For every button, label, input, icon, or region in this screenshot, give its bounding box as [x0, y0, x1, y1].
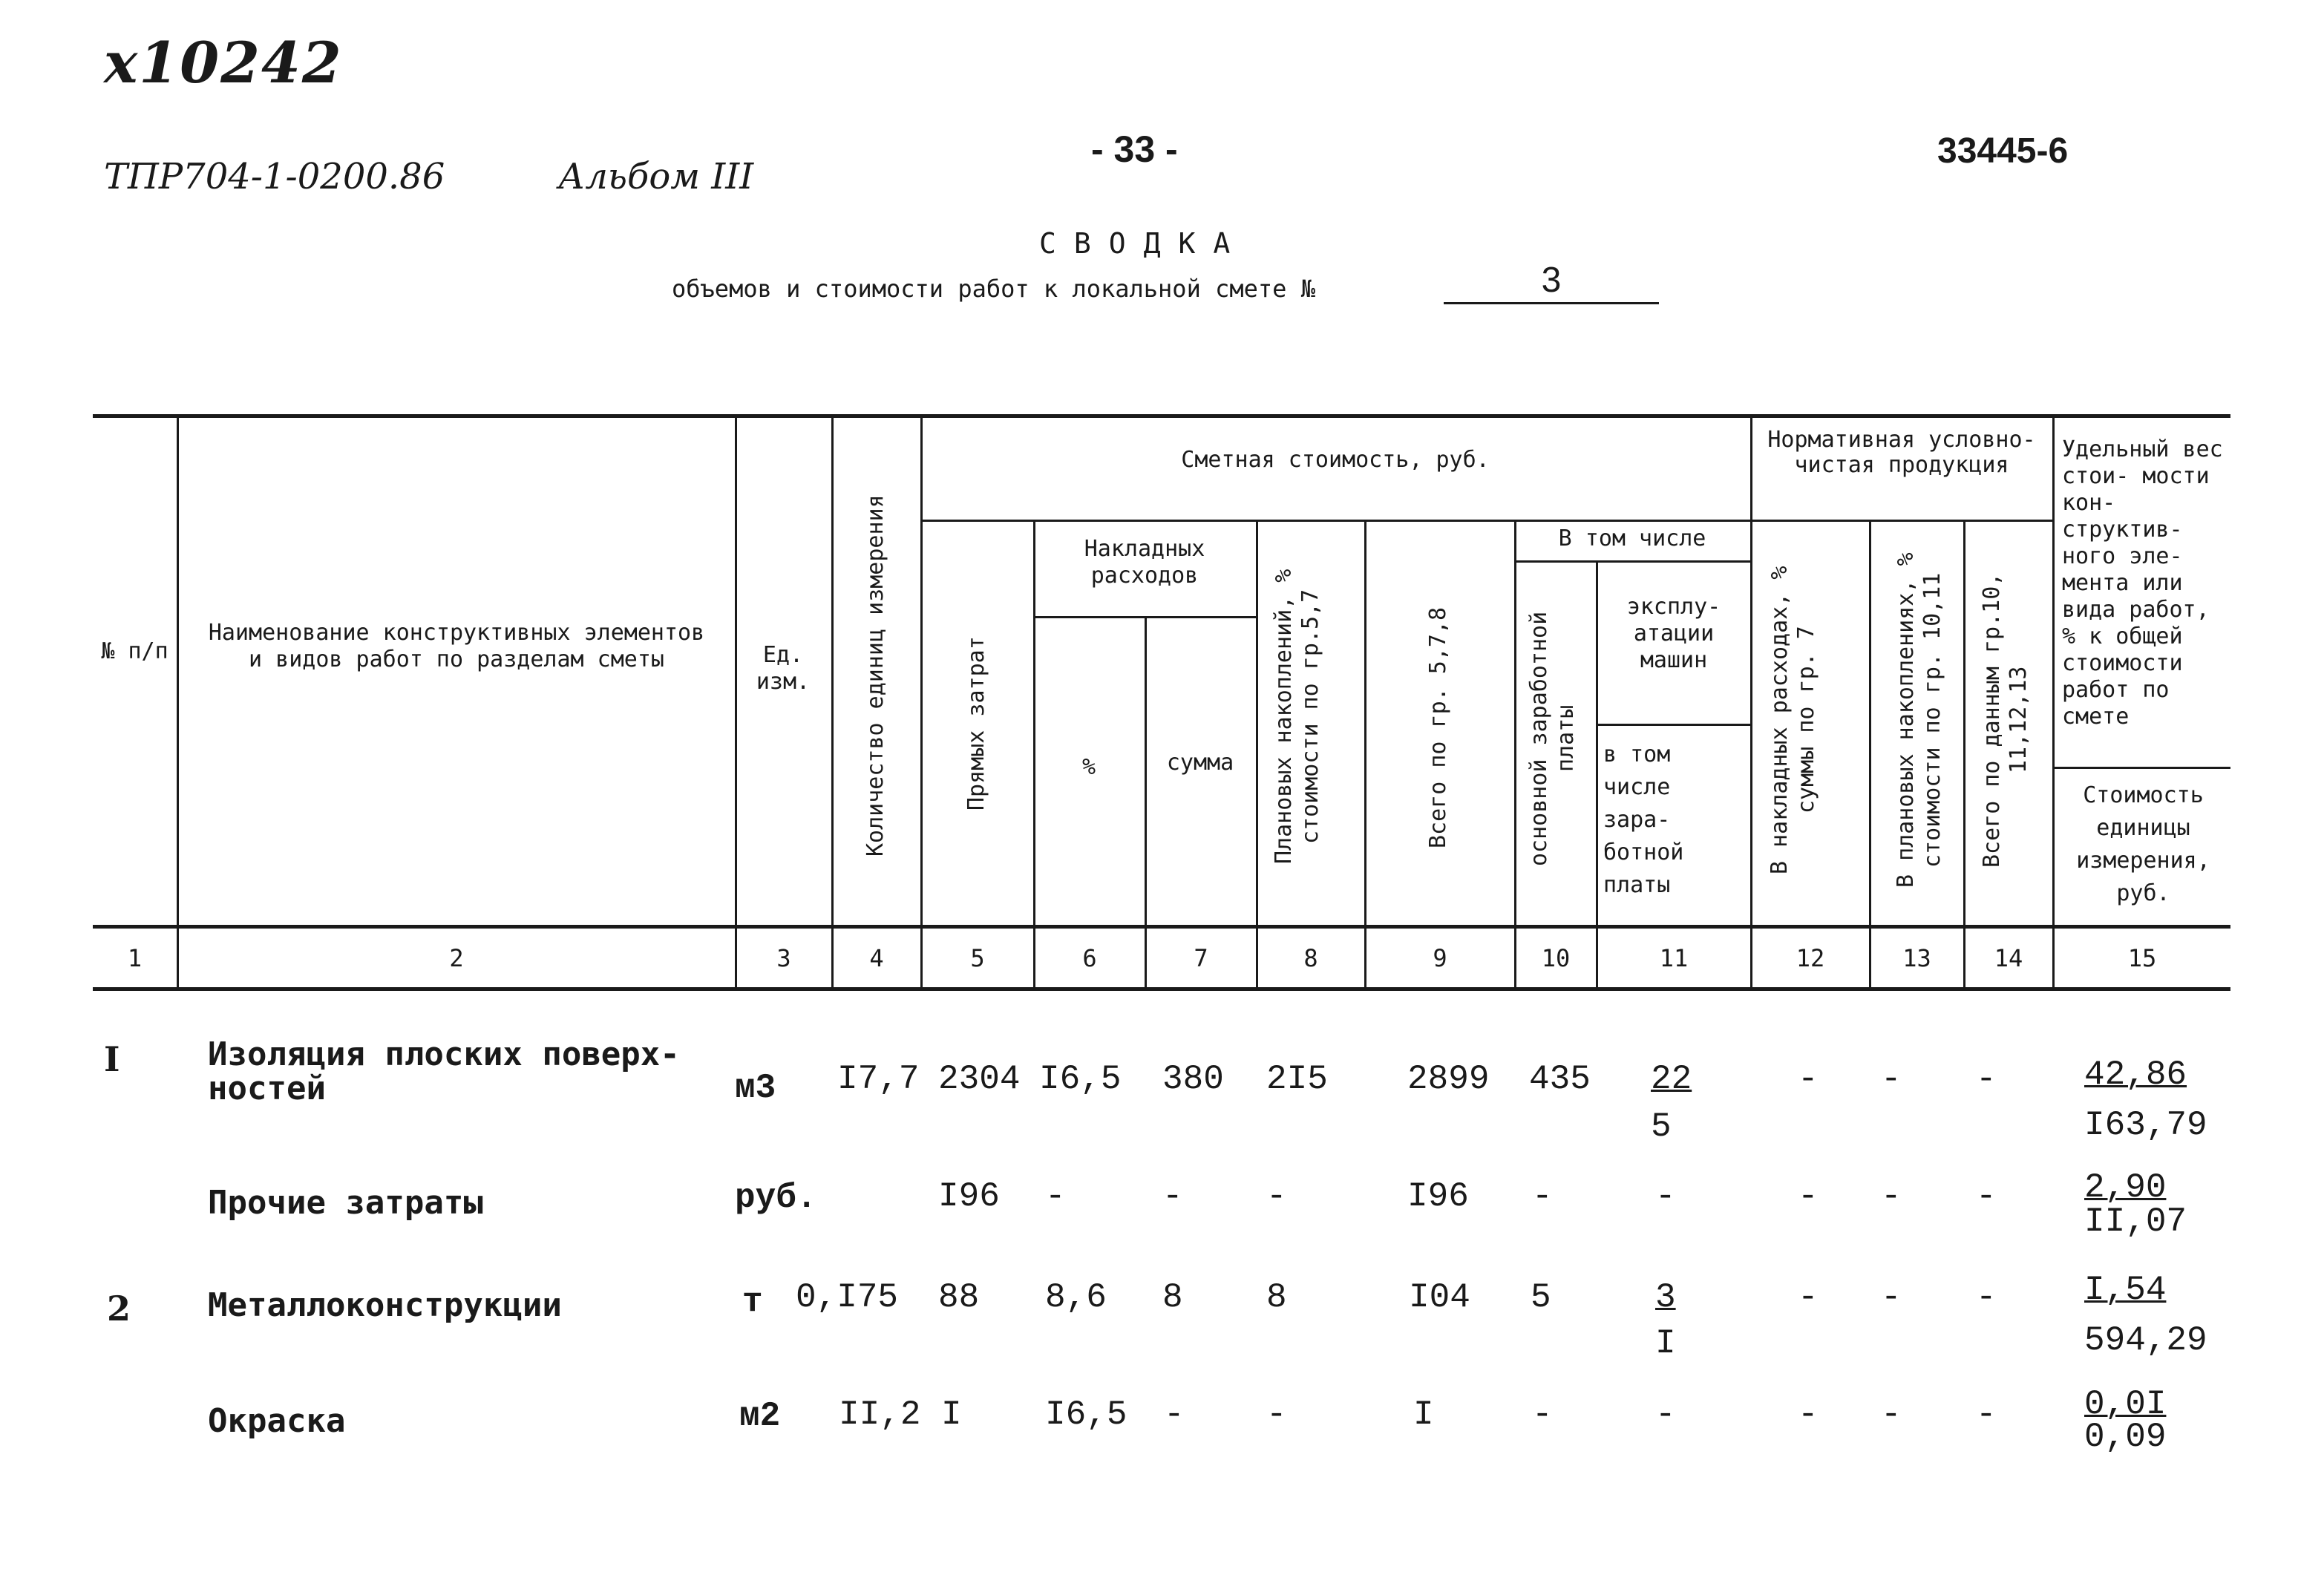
- col-machines-wage-header: в том числе зара- ботной платы: [1603, 741, 1684, 898]
- row-unit: м2: [739, 1397, 781, 1435]
- row-direct: 88: [938, 1278, 980, 1317]
- column-number: 13: [1902, 944, 1931, 972]
- row-unit: м3: [735, 1069, 776, 1107]
- row-base-wage: -: [1532, 1395, 1553, 1434]
- album-label: Альбом III: [558, 156, 754, 197]
- col-total-norm-header: Всего по данным гр.10, 11,12,13: [1979, 572, 2032, 868]
- row-overhead-pct: -: [1045, 1177, 1066, 1216]
- col-group-overhead: Накладных расходов: [1084, 536, 1205, 589]
- row-number: 2: [107, 1289, 131, 1329]
- row-overhead-pct: 8,6: [1045, 1278, 1107, 1317]
- col-overhead-sum-header: сумма: [1166, 750, 1234, 776]
- page-subtitle: объемов и стоимости работ к локальной смете №: [672, 275, 1315, 303]
- document-number: 33445-6: [1937, 131, 2069, 171]
- column-number: 2: [449, 944, 464, 972]
- col-name-header: Наименование конструктивных элементов и видов работ по разделам сметы: [208, 620, 705, 672]
- row-machines: -: [1655, 1177, 1676, 1216]
- row-quantity: 0,I75: [796, 1278, 899, 1317]
- row-plan: 8: [1266, 1278, 1287, 1317]
- row-norm-overhead: -: [1798, 1060, 1819, 1099]
- row-norm-total: -: [1976, 1395, 1997, 1434]
- row-machines: 3: [1655, 1278, 1676, 1317]
- row-share: 2,90: [2084, 1168, 2167, 1207]
- row-norm-total: -: [1976, 1060, 1997, 1099]
- row-name: Окраска: [208, 1402, 346, 1440]
- page-number: - 33 -: [1091, 128, 1178, 170]
- row-overhead-sum: 380: [1162, 1060, 1224, 1099]
- row-share: 42,86: [2084, 1055, 2187, 1094]
- row-machines: -: [1655, 1395, 1676, 1434]
- column-number: 1: [127, 944, 143, 972]
- row-machines-wage: I: [1655, 1324, 1676, 1363]
- column-number: 7: [1194, 944, 1208, 972]
- row-norm-plan: -: [1881, 1060, 1902, 1099]
- row-quantity: I7,7: [837, 1060, 920, 1099]
- col-plan-header: Плановых накоплений, % стоимости по гр.5,7: [1271, 569, 1323, 864]
- row-plan: -: [1266, 1395, 1287, 1434]
- column-number: 14: [1994, 944, 2023, 972]
- col-group-cost: Сметная стоимость, руб.: [1181, 447, 1490, 473]
- column-number: 9: [1433, 944, 1447, 972]
- handwritten-stamp: x10242: [104, 30, 343, 96]
- row-norm-plan: -: [1881, 1177, 1902, 1216]
- row-share: I,54: [2084, 1271, 2167, 1309]
- page-title: СВОДКА: [1039, 227, 1248, 260]
- row-unit-cost: I63,79: [2084, 1106, 2207, 1145]
- row-machines-wage: 5: [1651, 1107, 1672, 1146]
- column-number: 6: [1082, 944, 1097, 972]
- column-number: 3: [776, 944, 791, 972]
- row-norm-plan: -: [1881, 1395, 1902, 1434]
- row-overhead-sum: 8: [1162, 1278, 1183, 1317]
- estimate-number: 3: [1444, 260, 1659, 304]
- row-norm-overhead: -: [1798, 1177, 1819, 1216]
- row-total: I: [1413, 1395, 1434, 1434]
- row-total: I96: [1407, 1177, 1469, 1216]
- row-unit-cost: 594,29: [2084, 1321, 2207, 1360]
- row-overhead-pct: I6,5: [1039, 1060, 1122, 1099]
- row-plan: -: [1266, 1177, 1287, 1216]
- row-name: Изоляция плоских поверх- ностей: [208, 1035, 680, 1107]
- row-base-wage: -: [1532, 1177, 1553, 1216]
- row-direct: I96: [938, 1177, 1000, 1216]
- row-name: Металлоконструкции: [208, 1286, 562, 1324]
- col-total-header: Всего по гр. 5,7,8: [1425, 606, 1451, 848]
- col-group-incl: В том числе: [1558, 526, 1706, 551]
- column-number: 12: [1796, 944, 1825, 972]
- row-direct: I: [941, 1395, 962, 1434]
- col-share-header: Удельный вес стои- мости кон- структив- ного эле- мента или вида работ, % к общей стоимости работ по смете: [2062, 436, 2223, 730]
- row-norm-total: -: [1976, 1177, 1997, 1216]
- document-code: ТПР704-1-0200.86: [104, 156, 445, 197]
- row-overhead-pct: I6,5: [1045, 1395, 1127, 1434]
- col-group-norm: Нормативная условно-чистая продукция: [1767, 427, 2036, 478]
- column-number: 10: [1541, 944, 1571, 972]
- column-number: 4: [869, 944, 884, 972]
- row-direct: 2304: [938, 1060, 1021, 1099]
- row-norm-overhead: -: [1798, 1278, 1819, 1317]
- row-total: I04: [1409, 1278, 1470, 1317]
- row-number: I: [104, 1039, 120, 1079]
- row-norm-total: -: [1976, 1278, 1997, 1317]
- col-unit-header: Ед. изм.: [756, 642, 811, 695]
- column-number: 11: [1659, 944, 1689, 972]
- col-plan-norm-header: В плановых накоплениях, % стоимости по гр. 10,11: [1893, 552, 1945, 888]
- row-unit-cost: II,07: [2084, 1202, 2187, 1241]
- row-share: 0,0I: [2084, 1385, 2167, 1424]
- row-name: Прочие затраты: [208, 1184, 483, 1222]
- col-number-header: № п/п: [101, 638, 168, 664]
- row-unit-cost: 0,09: [2084, 1418, 2167, 1456]
- row-norm-overhead: -: [1798, 1395, 1819, 1434]
- col-machines-header: эксплу- атации машин: [1626, 594, 1721, 673]
- row-unit: т: [742, 1283, 763, 1321]
- column-number: 8: [1303, 944, 1318, 972]
- row-plan: 2I5: [1266, 1060, 1328, 1099]
- row-machines: 22: [1651, 1060, 1692, 1099]
- col-unit-cost-header: Стоимость единицы измерения, руб.: [2076, 782, 2210, 906]
- col-overhead-pct-header: %: [1081, 754, 1096, 780]
- column-number: 5: [970, 944, 985, 972]
- row-total: 2899: [1407, 1060, 1490, 1099]
- row-overhead-sum: -: [1162, 1177, 1183, 1216]
- row-norm-plan: -: [1881, 1278, 1902, 1317]
- row-base-wage: 435: [1529, 1060, 1591, 1099]
- col-direct-header: Прямых затрат: [963, 636, 989, 811]
- col-base-wage-header: основной заработной платы: [1526, 611, 1579, 866]
- column-number: 15: [2127, 944, 2157, 972]
- row-quantity: II,2: [839, 1395, 921, 1434]
- row-base-wage: 5: [1531, 1278, 1551, 1317]
- col-quantity-header: Количество единиц измерения: [863, 494, 888, 857]
- row-unit: руб.: [735, 1179, 817, 1217]
- col-overhead-norm-header: В накладных расходах, % суммы по гр. 7: [1767, 566, 1819, 874]
- row-overhead-sum: -: [1164, 1395, 1185, 1434]
